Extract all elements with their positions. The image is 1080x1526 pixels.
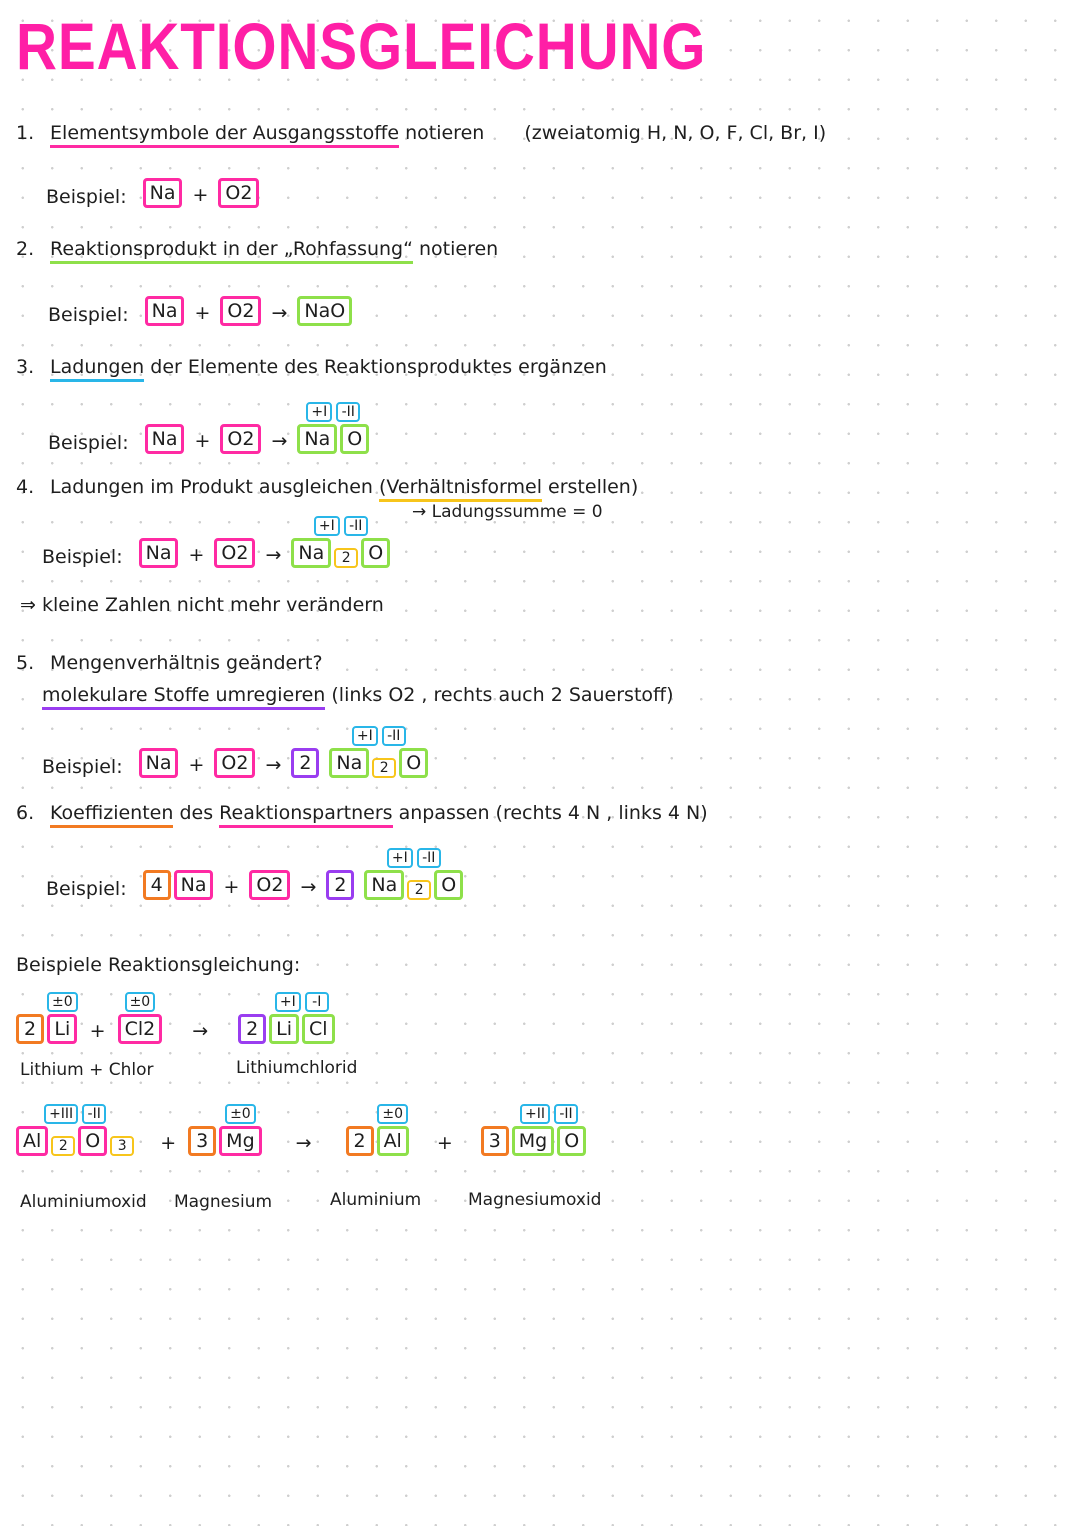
eq2-name-4: Magnesiumoxid xyxy=(468,1190,602,1210)
step-4: 4. Ladungen im Produkt ausgleichen (Verhältnisformel erstellen) xyxy=(16,476,638,498)
note-line: ⇒ kleine Zahlen nicht mehr verändern xyxy=(20,594,384,616)
eq2-name-1: Aluminiumoxid xyxy=(20,1192,147,1212)
step-6-keyword-2: Reaktionspartners xyxy=(219,802,392,828)
step-1-keyword: Elementsymbole der Ausgangsstoffe xyxy=(50,122,399,148)
step-3-example: Beispiel: Na + O2 → +I -II Na O xyxy=(48,402,369,454)
step-3-keyword: Ladungen xyxy=(50,356,144,382)
step-4-keyword: (Verhältnisformel xyxy=(379,476,542,502)
step-4-example: Beispiel: Na + O2 → +I -II Na 2 O xyxy=(42,516,390,568)
step-2-keyword: Reaktionsprodukt in der „Rohfassung“ xyxy=(50,238,413,264)
eq2-name-3: Aluminium xyxy=(330,1190,422,1210)
step-1-note: (zweiatomig H, N, O, F, Cl, Br, I) xyxy=(524,122,827,144)
step-6-product: +I -II Na 2 O xyxy=(364,848,463,900)
eq2-name-2: Magnesium xyxy=(174,1192,273,1212)
step-2-example: Beispiel: Na + O2 → NaO xyxy=(48,296,352,326)
step-2: 2. Reaktionsprodukt in der „Rohfassung“ notieren xyxy=(16,238,498,260)
step-5-product: +I -II Na 2 O xyxy=(329,726,428,778)
step-6: 6. Koeffizienten des Reaktionspartners anpassen (rechts 4 N , links 4 N) xyxy=(16,802,708,824)
page-title: REAKTIONSGLEICHUNG xyxy=(16,9,707,83)
step-5-keyword: molekulare Stoffe umregieren xyxy=(42,684,325,710)
step-1: 1. Elementsymbole der Ausgangsstoffe notieren (zweiatomig H, N, O, F, Cl, Br, I) xyxy=(16,122,826,144)
examples-heading: Beispiele Reaktionsgleichung: xyxy=(16,954,301,976)
step-5-line2: molekulare Stoffe umregieren (links O2 , rechts auch 2 Sauerstoff) xyxy=(42,684,674,706)
step-4-product: +I -II Na 2 O xyxy=(291,516,390,568)
example-equation-1: 2 ±0 Li + ±0 Cl2 → 2 +I -I Li Cl xyxy=(16,992,335,1044)
step-4-sub: → Ladungssumme = 0 xyxy=(412,502,603,522)
step-1-example: Beispiel: Na + O2 xyxy=(46,178,259,208)
step-5-example: Beispiel: Na + O2 → 2 +I -II Na 2 O xyxy=(42,726,428,778)
step-6-example: Beispiel: 4 Na + O2 → 2 +I -II Na 2 O xyxy=(46,848,463,900)
step-5: 5. Mengenverhältnis geändert? xyxy=(16,652,323,674)
eq1-names-right: Lithiumchlorid xyxy=(236,1058,358,1078)
example-equation-2: +III -II Al 2 O 3 + 3 ±0 Mg → 2 ±0 Al + 3 +II -II Mg O xyxy=(16,1104,586,1156)
eq1-names-left: Lithium + Chlor xyxy=(20,1060,154,1080)
step-6-keyword: Koeffizienten xyxy=(50,802,173,828)
step-3-product: +I -II Na O xyxy=(297,402,369,454)
step-3: 3. Ladungen der Elemente des Reaktionsproduktes ergänzen xyxy=(16,356,607,378)
